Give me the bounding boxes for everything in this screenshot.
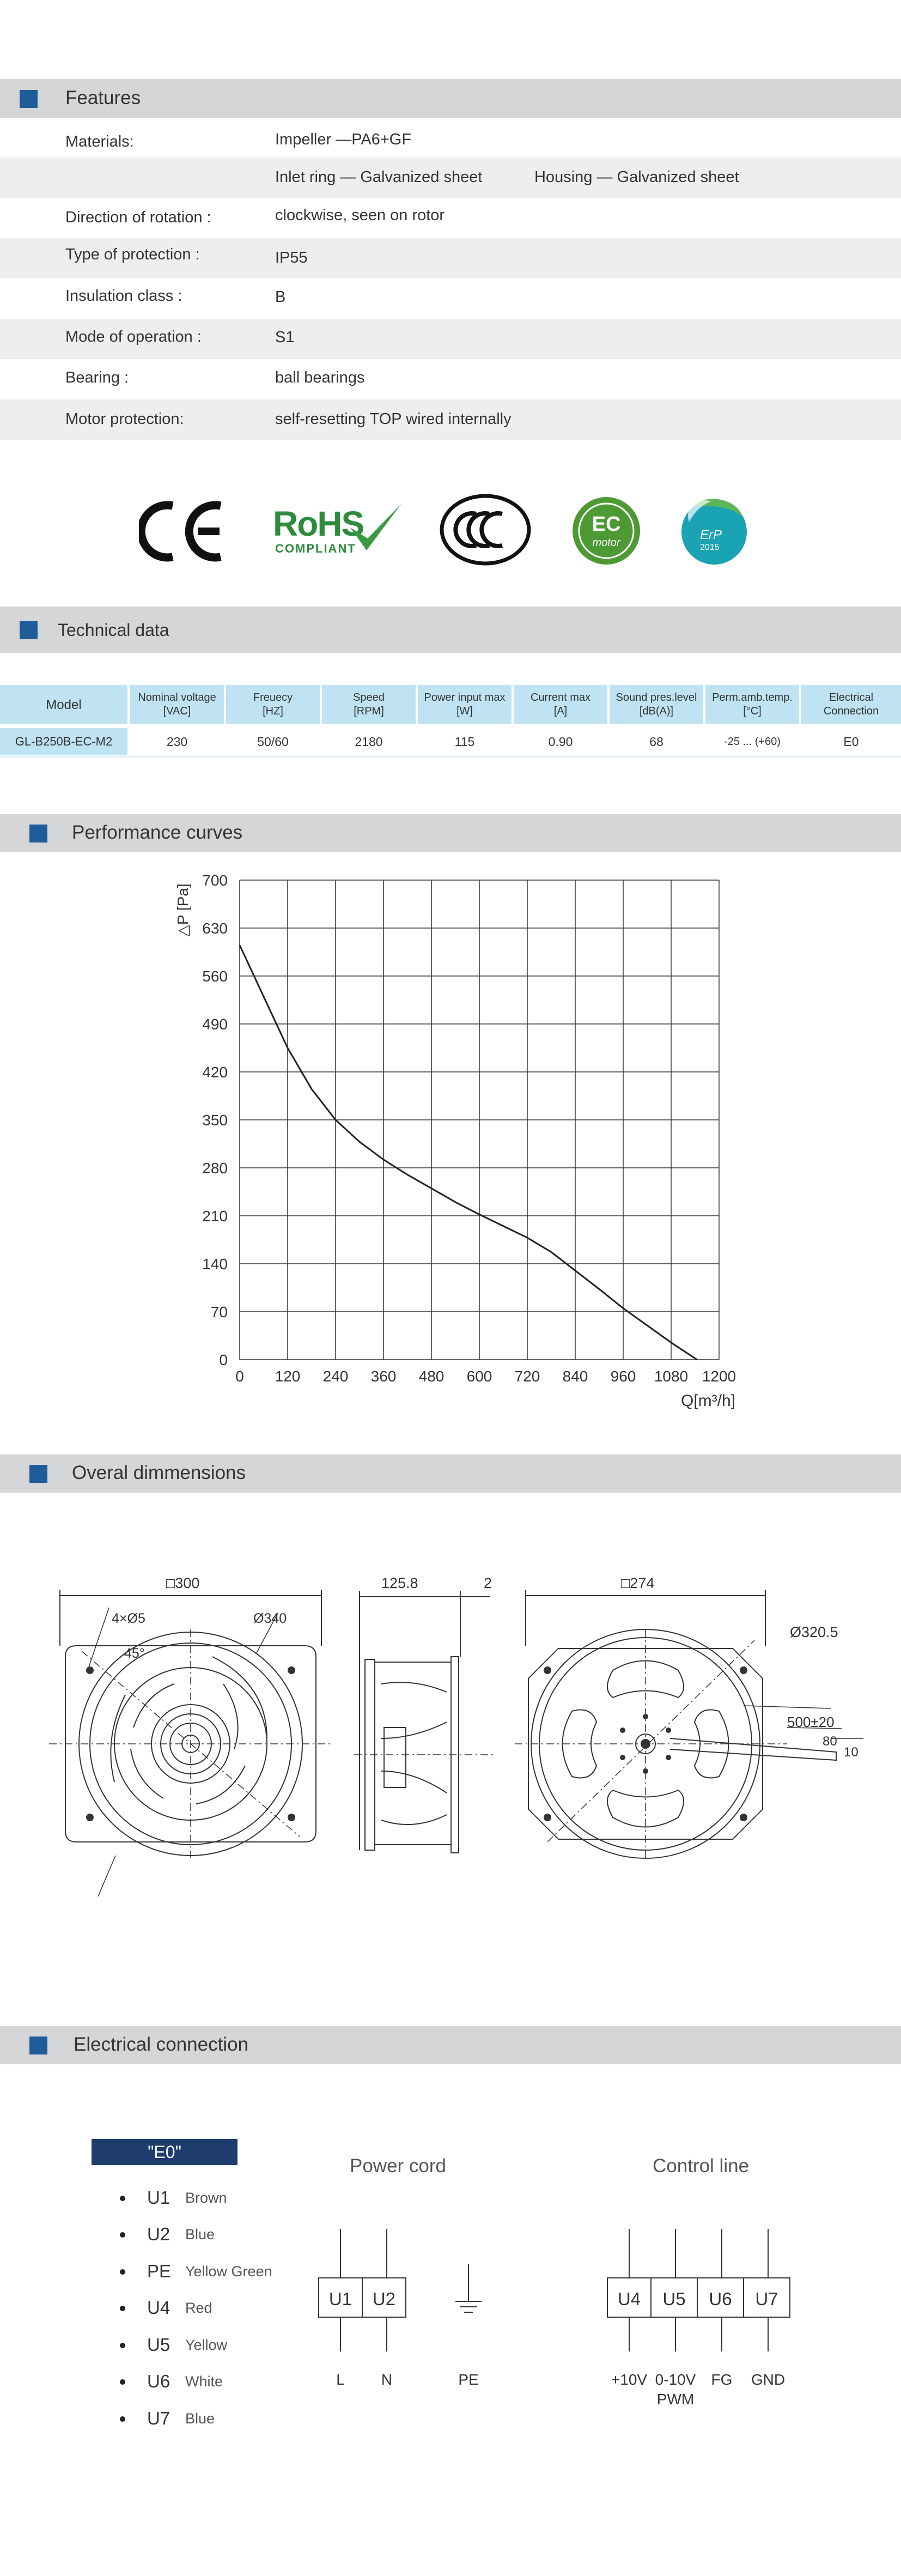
label-l: L [336, 2371, 345, 2388]
feature-value: S1 [275, 329, 295, 346]
td-model: GL-B250B-EC-M2 [0, 728, 127, 755]
bullet-icon [120, 2416, 125, 2422]
feature-label: Motor protection: [65, 410, 184, 428]
feature-value: Inlet ring — Galvanized sheet [275, 168, 483, 186]
x-tick-label: 1080 [654, 1368, 689, 1385]
front-view-drawing [49, 1575, 332, 1913]
feature-value: IP55 [275, 249, 308, 266]
back-view-drawing [515, 1575, 863, 1913]
back-strip-label: 80 [823, 1734, 837, 1749]
label-gnd: GND [751, 2371, 786, 2388]
td-frequency: 50/60 [257, 734, 289, 749]
th-model [0, 685, 127, 724]
section-marker-icon [20, 90, 38, 108]
y-tick-label: 70 [210, 1304, 228, 1320]
terminal-u2: U2 [372, 2289, 396, 2309]
feature-value-housing: Housing — Galvanized sheet [534, 168, 739, 186]
th-unit: Connection [823, 705, 879, 717]
back-size-label: □274 [621, 1575, 655, 1591]
technical-header [0, 607, 901, 653]
rohs-text: RoHS [273, 504, 364, 543]
dimensions-title: Overal dimmensions [72, 1462, 246, 1483]
label-pe: PE [458, 2371, 479, 2388]
control-line-title: Control line [653, 2155, 750, 2177]
technical-title: Technical data [58, 620, 169, 640]
th-temp [705, 685, 799, 724]
feature-value: ball bearings [275, 369, 365, 386]
th-unit: [A] [553, 705, 568, 717]
feature-row-rotation [0, 198, 901, 238]
th-text: Freuecy [253, 692, 293, 704]
label-fg: FG [711, 2371, 733, 2388]
th-unit: [VAC] [163, 705, 191, 717]
th-text: Sound pres.level [616, 692, 697, 704]
terminal-u5: U5 [662, 2289, 686, 2309]
ec-text: EC [592, 513, 621, 536]
feature-row-bearing [0, 359, 901, 399]
bullet-icon [120, 2379, 125, 2385]
legend-code: U2 [147, 2224, 171, 2244]
th-text: Power input max [424, 692, 506, 704]
y-axis-label: △P [Pa] [174, 883, 191, 937]
feature-row-materials [0, 122, 901, 162]
label-0-10v: 0-10V [655, 2371, 696, 2388]
feature-label: Materials: [65, 133, 134, 150]
x-tick-label: 720 [514, 1368, 540, 1385]
y-tick-label: 420 [202, 1064, 228, 1081]
section-marker-icon [20, 621, 38, 639]
th-voltage [130, 685, 224, 724]
th-unit: [HZ] [263, 705, 283, 717]
performance-chart [0, 856, 901, 1428]
legend-color: Yellow [185, 2337, 228, 2353]
th-current [514, 685, 607, 724]
feature-row-materials-2 [0, 157, 901, 198]
legend-color: Yellow Green [185, 2263, 272, 2280]
y-tick-label: 630 [202, 920, 228, 937]
legend-color: Blue [185, 2410, 215, 2427]
performance-curve-line [240, 945, 697, 1360]
back-wire-label: 10 [844, 1745, 859, 1760]
feature-row-motor-protection [0, 399, 901, 440]
terminal-u1: U1 [328, 2289, 352, 2309]
erp-text: ErP [700, 528, 722, 542]
section-marker-icon [29, 2036, 47, 2054]
section-marker-icon [29, 825, 47, 842]
checkmark-icon [346, 500, 406, 557]
features-header [0, 79, 901, 118]
side-depth-label: 125.8 [381, 1575, 418, 1591]
electrical-header [0, 2026, 901, 2064]
feature-label: Direction of rotation : [65, 209, 211, 226]
feature-row-protection [0, 238, 901, 278]
bullet-icon [120, 2196, 125, 2201]
legend-code: U7 [147, 2408, 171, 2428]
x-tick-label: 480 [418, 1368, 445, 1385]
erp-year-text: 2015 [700, 543, 720, 552]
erp-logo [678, 495, 750, 566]
td-voltage: 230 [166, 734, 188, 749]
x-tick-label: 960 [610, 1368, 636, 1385]
legend-code: U5 [147, 2335, 171, 2355]
th-power [418, 685, 512, 724]
td-power: 115 [454, 734, 475, 749]
legend-color: Brown [185, 2190, 227, 2206]
feature-value: clockwise, seen on rotor [275, 207, 445, 224]
feature-label: Insulation class : [65, 287, 182, 305]
legend-code: PE [147, 2261, 172, 2281]
bullet-icon [120, 2306, 125, 2311]
legend-color: Red [185, 2300, 212, 2316]
td-current: 0.90 [548, 734, 573, 749]
th-unit: [W] [456, 705, 473, 717]
performance-chart-svg [0, 856, 901, 1428]
electrical-title: Electrical connection [74, 2034, 248, 2055]
legend-color: Blue [185, 2226, 215, 2242]
legend-code: U4 [147, 2298, 171, 2318]
rohs-compliant-text: COMPLIANT [275, 542, 356, 555]
th-unit: [RPM] [354, 705, 384, 717]
x-tick-label: 0 [235, 1368, 244, 1385]
side-gap-label: 2 [484, 1575, 492, 1591]
section-marker-icon [29, 1465, 47, 1483]
bullet-icon [120, 2343, 125, 2348]
y-tick-label: 280 [202, 1160, 228, 1177]
feature-row-insulation [0, 278, 901, 319]
td-sound: 68 [649, 734, 663, 749]
feature-row-mode [0, 319, 901, 359]
legend-code: U1 [147, 2187, 171, 2208]
feature-value: B [275, 288, 286, 306]
td-connection: E0 [843, 734, 859, 749]
feature-label: Type of protection : [65, 246, 200, 263]
features-title: Features [65, 87, 141, 108]
bullet-icon [120, 2232, 125, 2238]
front-angle-label: 45° [124, 1646, 145, 1661]
terminal-u6: U6 [709, 2289, 732, 2309]
th-text: Nominal voltage [138, 692, 216, 704]
x-tick-label: 240 [322, 1368, 349, 1385]
td-speed: 2180 [355, 734, 383, 749]
performance-title: Performance curves [72, 822, 243, 843]
td-temp: -25 ... (+60) [724, 735, 781, 748]
label-10v: +10V [611, 2371, 648, 2388]
power-cord-diagram [305, 2155, 501, 2406]
th-unit: [dB(A)] [639, 705, 674, 717]
x-axis-label: Q[m³/h] [680, 1392, 735, 1410]
table-bottom-rule [0, 756, 901, 757]
terminal-u7: U7 [755, 2289, 778, 2309]
th-text: Speed [353, 692, 385, 704]
bullet-icon [120, 2269, 125, 2275]
th-connection [801, 685, 901, 724]
th-unit: [°C] [743, 705, 762, 717]
ce-logo [139, 496, 226, 567]
side-view-drawing [354, 1575, 496, 1902]
legend-code: U6 [147, 2371, 171, 2391]
front-diameter-label: Ø340 [253, 1611, 287, 1626]
th-text: Current max [530, 692, 591, 704]
th-text: Model [46, 697, 82, 712]
label-n: N [381, 2371, 393, 2388]
th-speed [322, 685, 416, 724]
th-text: Perm.amb.temp. [712, 692, 793, 704]
front-holes-label: 4×Ø5 [112, 1611, 145, 1626]
feature-value: self-resetting TOP wired internally [275, 410, 512, 428]
y-tick-label: 140 [202, 1256, 228, 1272]
ground-icon [458, 2264, 479, 2313]
back-cable-label: 500±20 [787, 1714, 835, 1730]
y-tick-label: 490 [202, 1016, 228, 1033]
performance-header [0, 814, 901, 852]
e0-badge: "E0" [92, 2139, 238, 2165]
x-tick-label: 120 [275, 1368, 301, 1385]
th-text: Electrical [829, 692, 874, 704]
ccc-logo [439, 493, 532, 567]
legend-color: White [185, 2373, 223, 2390]
y-tick-label: 0 [219, 1351, 228, 1368]
x-tick-label: 600 [466, 1368, 492, 1385]
y-tick-label: 210 [202, 1208, 228, 1225]
x-tick-label: 1200 [702, 1368, 736, 1385]
front-size-label: □300 [166, 1575, 200, 1591]
feature-label: Bearing : [65, 369, 129, 386]
th-sound [610, 685, 703, 724]
ec-motor-text: motor [592, 537, 620, 549]
y-tick-label: 560 [202, 968, 228, 985]
back-diameter-label: Ø320.5 [790, 1624, 838, 1640]
y-tick-label: 700 [202, 872, 228, 889]
rohs-logo [270, 500, 411, 560]
th-frequency [226, 685, 320, 724]
feature-value: Impeller —PA6+GF [275, 131, 412, 148]
label-pwm: PWM [656, 2391, 695, 2408]
feature-label: Mode of operation : [65, 328, 202, 346]
x-tick-label: 840 [562, 1368, 588, 1385]
ec-motor-logo [572, 496, 641, 565]
dimensions-header [0, 1454, 901, 1493]
x-tick-label: 360 [370, 1368, 397, 1385]
terminal-u4: U4 [617, 2289, 641, 2309]
y-tick-label: 350 [202, 1112, 228, 1129]
control-line-diagram [599, 2155, 817, 2417]
power-cord-title: Power cord [350, 2155, 447, 2177]
